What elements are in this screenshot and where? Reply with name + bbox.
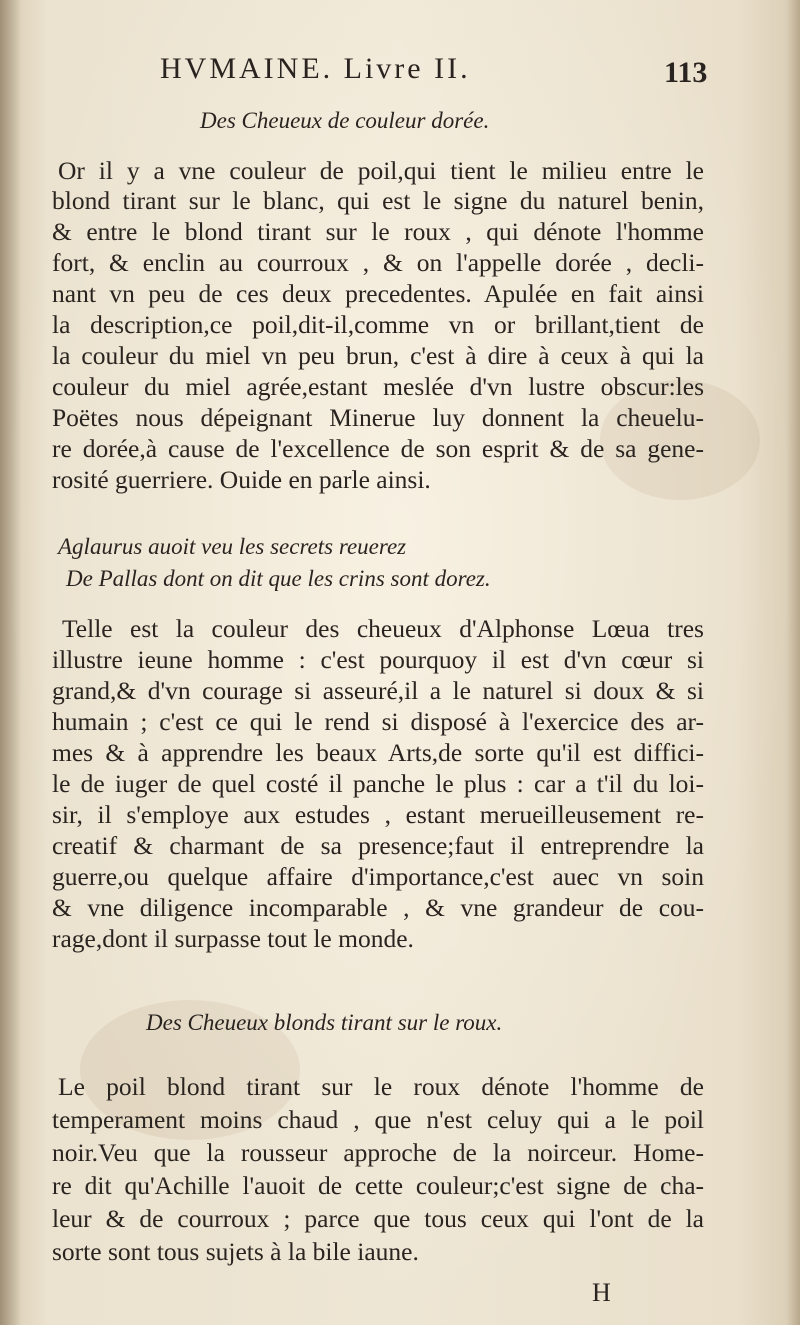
page-edge-shadow [786,0,800,1325]
text-line: guerre,ou quelque affaire d'importance,c'est auec vn soin [52,862,704,891]
text-line: creatif & charmant de sa presence;faut il entreprendre la [52,831,704,860]
text-line: illustre ieune homme : c'est pourquoy il est d'vn cœur si [52,645,704,674]
text-line: rage,dont il surpasse tout le monde. [52,924,414,953]
text-line: & vne diligence incomparable , & vne grandeur de cou- [52,893,704,922]
text-line: re dorée,à cause de l'excellence de son esprit & de sa gene- [52,434,704,463]
text-line: sorte sont tous sujets à la bile iaune. [52,1237,419,1266]
text-line: humain ; c'est ce qui le rend si disposé à l'exercice des ar- [52,707,704,736]
text-line: & entre le blond tirant sur le roux , qui dénote l'homme [52,217,704,246]
running-head: HVMAINE. Livre II. [160,52,471,85]
section-heading: Des Cheueux blonds tirant sur le roux. [146,1010,503,1035]
page-number: 113 [664,56,708,89]
verse-line: De Pallas dont on dit que les crins sont dorez. [66,566,491,591]
text-line: Poëtes nous dépeignant Minerue luy donnent la cheuelu- [52,403,704,432]
text-line: la description,ce poil,dit-il,comme vn or brillant,tient de [52,310,704,339]
text-line: fort, & enclin au courroux , & on l'appelle dorée , decli- [52,248,704,277]
binding-shadow [0,0,22,1325]
text-line: grand,& d'vn courage si asseuré,il a le naturel si doux & si [52,676,704,705]
text-line: re dit qu'Achille l'auoit de cette couleur;c'est signe de cha- [52,1171,704,1200]
text-line: la couleur du miel vn peu brun, c'est à dire à ceux à qui la [52,341,704,370]
text-line: blond tirant sur le blanc, qui est le signe du naturel benin, [52,186,704,215]
text-line: noir.Veu que la rousseur approche de la noirceur. Home- [52,1138,704,1167]
text-line: Or il y a vne couleur de poil,qui tient le milieu entre le [58,156,704,185]
text-line: Le poil blond tirant sur le roux dénote l'homme de [58,1072,704,1101]
text-line: temperament moins chaud , que n'est celuy qui a le poil [52,1105,704,1134]
text-line: le de iuger de quel costé il panche le plus : car a t'il du loi- [52,769,704,798]
text-line: couleur du miel agrée,estant meslée d'vn lustre obscur:les [52,372,704,401]
text-line: mes & à apprendre les beaux Arts,de sorte qu'il est diffici- [52,738,704,767]
text-line: sir, il s'employe aux estudes , estant merueilleusement re- [52,800,704,829]
text-line: rosité guerriere. Ouide en parle ainsi. [52,465,431,494]
section-heading: Des Cheueux de couleur dorée. [200,108,490,133]
verse-line: Aglaurus auoit veu les secrets reuerez [58,534,407,559]
signature-mark: H [592,1278,611,1307]
text-line: Telle est la couleur des cheueux d'Alphonse Lœua tres [62,614,704,643]
text-line: nant vn peu de ces deux precedentes. Apulée en fait ainsi [52,279,704,308]
text-line: leur & de courroux ; parce que tous ceux qui l'ont de la [52,1204,704,1233]
